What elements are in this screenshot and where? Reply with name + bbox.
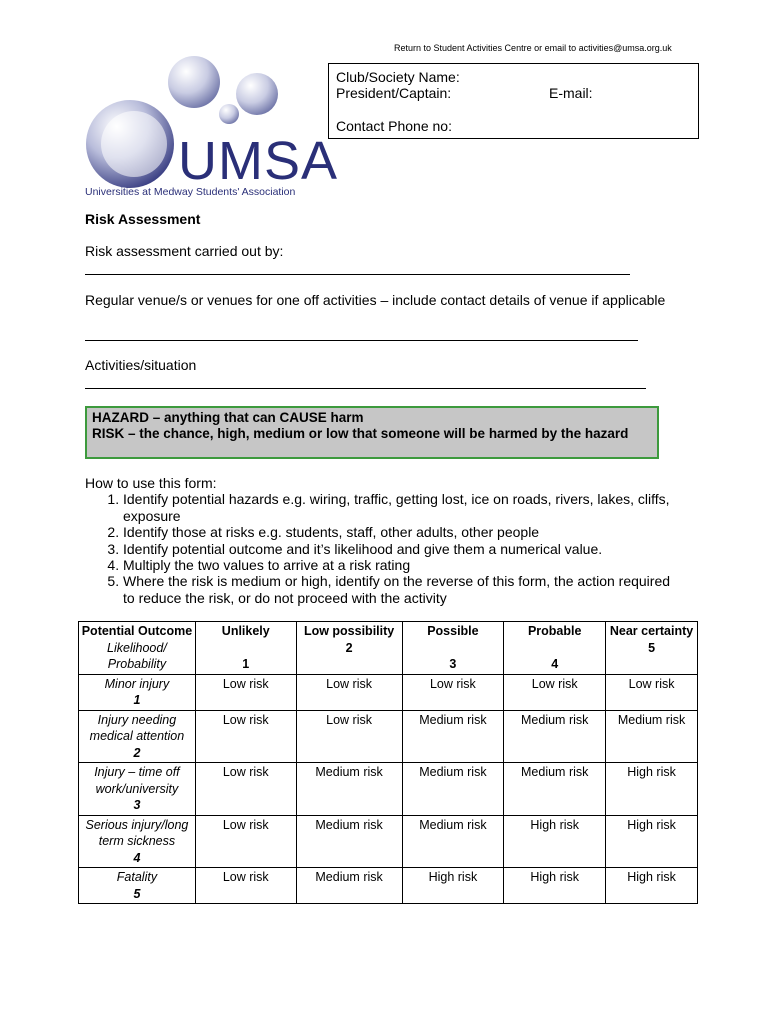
outcome-label: Minor injury xyxy=(104,676,170,691)
matrix-row xyxy=(79,674,698,710)
bubble-medium xyxy=(236,73,278,115)
definitions-box xyxy=(85,406,659,459)
outcome-value: 3 xyxy=(133,798,141,812)
carried-out-line[interactable] xyxy=(85,274,630,275)
outcome-value: 2 xyxy=(133,745,141,760)
matrix-row xyxy=(79,815,698,868)
outcome-value: 4 xyxy=(133,850,141,865)
carried-out-label: Risk assessment carried out by: xyxy=(85,243,284,259)
risk-cell: Medium risk xyxy=(402,763,504,816)
instructions xyxy=(85,475,685,606)
outcome-cell xyxy=(79,674,196,710)
likelihood-header xyxy=(296,622,402,675)
activities-label: Activities/situation xyxy=(85,357,197,373)
instruction-step: 1. Identify potential hazards e.g. wiring, traffic, getting lost, ice on roads, rivers, lakes, cliffs, exposure xyxy=(123,491,685,524)
return-instructions: Return to Student Activities Centre or email to activities@umsa.org.uk xyxy=(394,43,672,53)
likelihood-value: 5 xyxy=(648,640,656,655)
instruction-step: 5. Where the risk is medium or high, identify on the reverse of this form, the action required to reduce the risk, or do not proceed with the activity xyxy=(123,573,685,606)
corner-sub1: Likelihood/ xyxy=(107,640,167,655)
risk-cell: Low risk xyxy=(195,674,296,710)
risk-cell: Medium risk xyxy=(504,763,606,816)
page-title: Risk Assessment xyxy=(85,211,201,227)
bubble-large xyxy=(168,56,220,108)
outcome-label: Injury – time off xyxy=(94,765,180,779)
outcome-label-2: work/university xyxy=(95,781,179,796)
matrix-row xyxy=(79,868,698,904)
outcome-cell xyxy=(79,763,196,816)
likelihood-header xyxy=(402,622,504,675)
outcome-label-2: term sickness xyxy=(98,834,176,848)
instruction-step: 2. Identify those at risks e.g. students, staff, other adults, other people xyxy=(123,524,685,540)
umsa-logo xyxy=(82,52,339,202)
risk-cell: Medium risk xyxy=(402,815,504,868)
likelihood-value: 1 xyxy=(242,656,250,671)
risk-cell: Low risk xyxy=(296,674,402,710)
outcome-cell xyxy=(79,868,196,904)
likelihood-label: Low possibility xyxy=(303,624,395,638)
likelihood-label: Probable xyxy=(527,624,582,638)
risk-cell: Medium risk xyxy=(296,815,402,868)
risk-definition: RISK – the chance, high, medium or low that someone will be harmed by the hazard xyxy=(92,426,629,441)
instructions-list xyxy=(85,491,685,606)
hazard-definition: HAZARD – anything that can CAUSE harm xyxy=(92,410,364,425)
outcome-label-2: medical attention xyxy=(89,729,185,743)
outcome-label: Injury needing xyxy=(97,712,177,727)
risk-cell: Medium risk xyxy=(296,763,402,816)
likelihood-label: Unlikely xyxy=(221,624,270,638)
likelihood-header xyxy=(504,622,606,675)
matrix-row xyxy=(79,763,698,816)
club-name-label: Club/Society Name: xyxy=(336,69,460,85)
likelihood-value: 3 xyxy=(449,656,457,671)
risk-cell: High risk xyxy=(402,868,504,904)
risk-cell: High risk xyxy=(606,815,698,868)
outcome-cell xyxy=(79,815,196,868)
risk-matrix-table xyxy=(78,621,698,904)
outcome-label: Serious injury/long xyxy=(85,817,189,832)
risk-cell: Low risk xyxy=(296,710,402,763)
matrix-corner-cell xyxy=(79,622,196,675)
likelihood-label: Possible xyxy=(427,624,479,638)
risk-cell: Low risk xyxy=(195,815,296,868)
risk-cell: Low risk xyxy=(195,868,296,904)
risk-cell: High risk xyxy=(606,763,698,816)
corner-sub2: Probability xyxy=(107,657,167,671)
risk-cell: Medium risk xyxy=(402,710,504,763)
email-label: E-mail: xyxy=(549,85,593,101)
logo-wordmark: UMSA xyxy=(178,131,339,191)
risk-cell: Medium risk xyxy=(296,868,402,904)
likelihood-label: Near certainty xyxy=(609,624,694,638)
risk-cell: Low risk xyxy=(504,674,606,710)
bubble-small xyxy=(219,104,239,124)
contact-details-box xyxy=(328,63,699,139)
likelihood-header xyxy=(606,622,698,675)
risk-cell: High risk xyxy=(504,815,606,868)
outcome-value: 5 xyxy=(133,886,141,901)
instruction-step: 4. Multiply the two values to arrive at a risk rating xyxy=(123,557,685,573)
risk-cell: Medium risk xyxy=(606,710,698,763)
instructions-intro: How to use this form: xyxy=(85,475,217,491)
phone-label: Contact Phone no: xyxy=(336,118,452,134)
outcome-value: 1 xyxy=(133,693,141,707)
instruction-step: 3. Identify potential outcome and it’s likelihood and give them a numerical value. xyxy=(123,541,685,557)
outcome-label: Fatality xyxy=(116,870,158,884)
risk-cell: Low risk xyxy=(195,710,296,763)
risk-cell: High risk xyxy=(504,868,606,904)
outcome-cell xyxy=(79,710,196,763)
corner-title: Potential Outcome xyxy=(81,624,193,638)
risk-cell: High risk xyxy=(606,868,698,904)
venue-line[interactable] xyxy=(85,340,638,341)
matrix-row xyxy=(79,710,698,763)
risk-cell: Low risk xyxy=(402,674,504,710)
risk-cell: Low risk xyxy=(606,674,698,710)
risk-cell: Low risk xyxy=(195,763,296,816)
logo-subtitle: Universities at Medway Students' Association xyxy=(85,186,296,198)
venue-label: Regular venue/s or venues for one off activities – include contact details of venue if applicable xyxy=(85,292,666,308)
president-label: President/Captain: xyxy=(336,85,452,101)
matrix-header-row xyxy=(79,622,698,675)
likelihood-value: 4 xyxy=(551,656,559,671)
risk-cell: Medium risk xyxy=(504,710,606,763)
likelihood-value: 2 xyxy=(345,640,353,655)
activities-line[interactable] xyxy=(85,388,646,389)
likelihood-header xyxy=(195,622,296,675)
